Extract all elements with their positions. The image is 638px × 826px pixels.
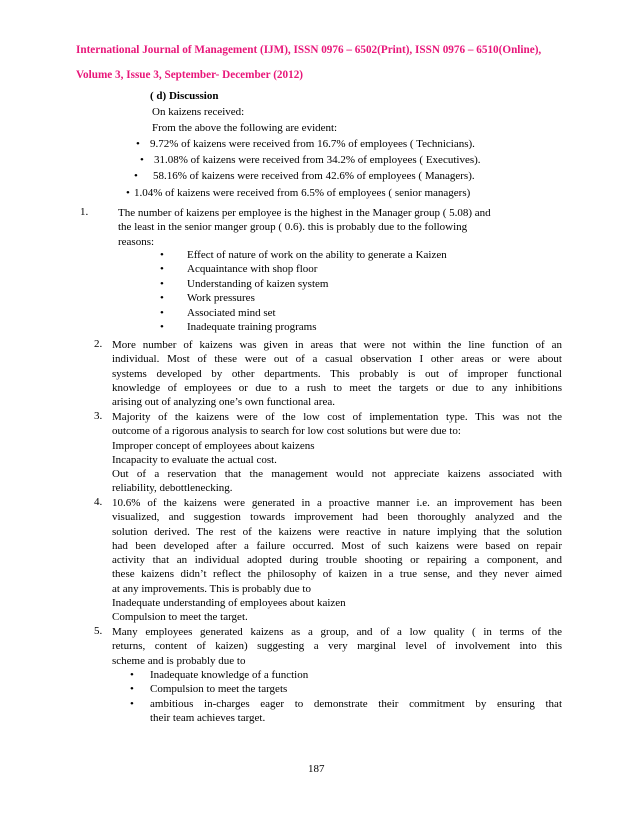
journal-header [76, 38, 566, 88]
item-line: solution derived. The rest of the kaizens were reactive in nature implying that the solution [112, 525, 562, 538]
list-item-text: Acquaintance with shop floor [187, 263, 318, 276]
list-item-text: ambitious in-charges eager to demonstrate their commitment by ensuring that [150, 697, 562, 710]
bullet-icon: • [134, 170, 138, 182]
item-line: arising out of analyzing one’s own functional area. [112, 396, 335, 409]
item-number: 5. [94, 625, 103, 637]
list-item [130, 697, 562, 711]
bullet-icon: • [140, 154, 144, 166]
item-line: Inadequate understanding of employees about kaizen [112, 597, 346, 610]
list-item-continuation: their team achieves target. [150, 712, 266, 725]
bullet-text: 9.72% of kaizens were received from 16.7% of employees ( Technicians). [150, 138, 475, 150]
list-item-text: Inadequate training programs [187, 321, 317, 334]
item-line: systems developed by other departments. This probably is out of improper functional [112, 367, 562, 380]
journal-header-line-1: International Journal of Management (IJM), ISSN 0976 – 6502(Print), ISSN 0976 – 6510(Online), [76, 44, 542, 56]
discussion-bullet [126, 185, 470, 201]
bullet-icon: • [160, 263, 164, 276]
item-number: 2. [94, 338, 103, 350]
item-line: returns, content of kaizen) suggesting a very marginal level of involvement into this [112, 640, 562, 653]
item-line: Majority of the kaizens were of the low cost of implementation type. This was not the [112, 411, 562, 423]
item-line: Many employees generated kaizens as a group, and of a low quality ( in terms of the [112, 626, 562, 638]
item-line: Improper concept of employees about kaizens [112, 439, 315, 452]
bullet-text: 31.08% of kaizens were received from 34.2% of employees ( Executives). [154, 154, 481, 166]
section-heading: ( d) Discussion [150, 90, 219, 102]
item-1-bullet-list [160, 248, 447, 334]
item-number: 4. [94, 496, 103, 508]
item-number: 1. [80, 206, 89, 218]
item-line: 10.6% of the kaizens were generated in a proactive manner i.e. an improvement has been [112, 497, 562, 509]
item-line: reasons: [118, 235, 155, 248]
list-item [160, 262, 447, 276]
bullet-icon: • [160, 277, 164, 290]
bullet-icon: • [130, 669, 134, 681]
bullet-icon: • [126, 187, 130, 199]
bullet-icon: • [160, 249, 164, 261]
bullet-icon: • [136, 138, 140, 150]
item-5-bullet-list [130, 668, 562, 726]
discussion-bullet [136, 136, 475, 152]
bullet-icon: • [160, 321, 164, 334]
list-item [160, 320, 447, 334]
item-line: Compulsion to meet the target. [112, 611, 248, 624]
list-item-text: Associated mind set [187, 306, 276, 319]
item-line: reliability, debottlenecking. [112, 482, 233, 495]
item-line: at any improvements. This is probably due to [112, 582, 311, 595]
item-line: these kaizens didn’t reflect the philosophy of kaizen in a true sense, and they never aimed [112, 568, 562, 581]
item-line: activity that an individual adopted during trouble shooting or repairing a component, and [112, 554, 562, 567]
list-item [160, 306, 447, 320]
list-item [160, 248, 447, 262]
item-line: The number of kaizens per employee is the highest in the Manager group ( 5.08) and [118, 207, 491, 219]
discussion-intro-line: From the above the following are evident: [152, 122, 338, 134]
bullet-icon: • [130, 697, 134, 710]
item-line: had been developed after a failure occurred. Most of such kaizens were based on repair [112, 539, 562, 552]
item-number: 3. [94, 410, 103, 422]
item-line: individual. Most of these were out of a casual observation I other areas or were about [112, 353, 562, 366]
discussion-bullet [140, 152, 481, 168]
list-item [160, 291, 447, 305]
list-item-text: Compulsion to meet the targets [150, 683, 288, 696]
bullet-icon: • [130, 683, 134, 696]
list-item [130, 668, 562, 682]
list-item-text: Work pressures [187, 292, 255, 305]
journal-header-line-2: Volume 3, Issue 3, September- December (2012) [76, 69, 304, 81]
item-1-text [118, 206, 558, 249]
item-line: scheme and is probably due to [112, 654, 246, 667]
item-line: the least in the senior manger group ( 0.6). this is probably due to the following [118, 221, 468, 234]
discussion-bullet [134, 168, 475, 184]
list-item-text: Inadequate knowledge of a function [150, 669, 309, 681]
discussion-section [150, 88, 570, 136]
bullet-icon: • [160, 306, 164, 319]
list-item-text: Effect of nature of work on the ability to generate a Kaizen [187, 249, 447, 261]
list-item-text: Understanding of kaizen system [187, 277, 329, 290]
list-item [130, 682, 562, 696]
item-4-text [112, 496, 562, 625]
item-2-text [112, 338, 562, 409]
item-line: Out of a reservation that the management would not appreciate kaizens associated with [112, 468, 562, 481]
item-line: visualized, and suggestion towards improvement had been thoroughly analyzed and the [112, 511, 562, 524]
item-line: Incapacity to evaluate the actual cost. [112, 453, 277, 466]
list-item [160, 277, 447, 291]
item-line: knowledge of employees or due to a rush to meet the targets or due to any inhibitions [112, 381, 562, 394]
page-number: 187 [308, 763, 325, 775]
item-3-text [112, 410, 562, 496]
item-line: More number of kaizens was given in areas that were not within the line function of an [112, 339, 562, 351]
bullet-icon: • [160, 292, 164, 305]
bullet-text: 58.16% of kaizens were received from 42.6% of employees ( Managers). [153, 170, 475, 182]
discussion-intro-line: On kaizens received: [152, 106, 245, 118]
item-5-text [112, 625, 562, 668]
bullet-text: 1.04% of kaizens were received from 6.5% of employees ( senior managers) [134, 187, 471, 199]
item-line: outcome of a rigorous analysis to search for low cost solutions but were due to: [112, 425, 461, 438]
